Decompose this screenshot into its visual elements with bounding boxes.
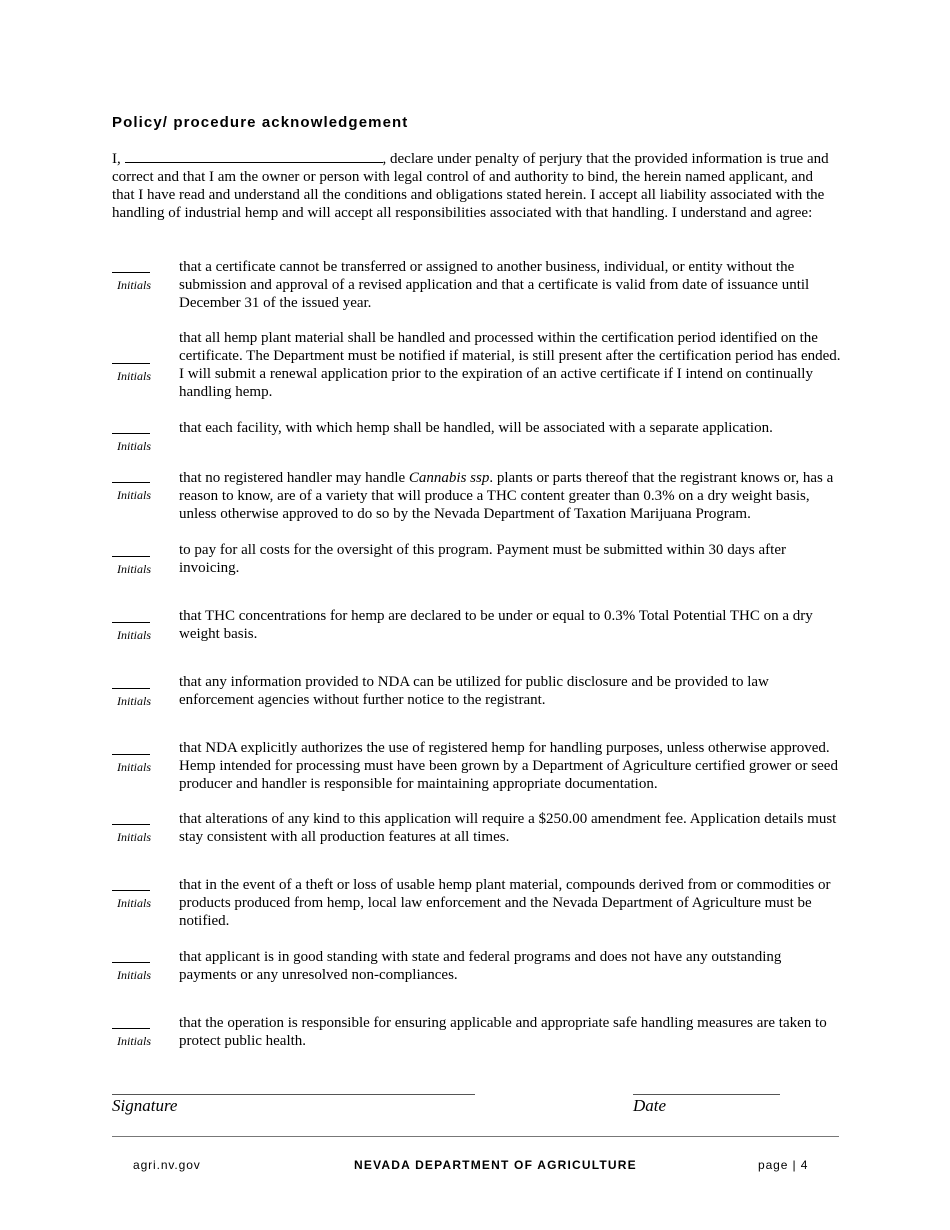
initials-field[interactable] xyxy=(112,824,156,844)
footer-website: agri.nv.gov xyxy=(133,1158,201,1172)
intro-prefix: I, xyxy=(112,151,125,167)
signature-label: Signature xyxy=(112,1096,178,1115)
initials-label: Initials xyxy=(116,694,151,708)
section-heading: Policy/ procedure acknowledgement xyxy=(112,114,409,131)
date-line[interactable] xyxy=(633,1094,780,1095)
initials-blank[interactable] xyxy=(112,363,150,364)
initials-label: Initials xyxy=(116,896,151,910)
item-text: to pay for all costs for the oversight of this program. Payment must be submitted within 30 days after invoicing. xyxy=(179,542,786,576)
initials-blank[interactable] xyxy=(112,1028,150,1029)
initials-blank[interactable] xyxy=(112,272,150,273)
date-label: Date xyxy=(633,1096,667,1115)
initials-field[interactable] xyxy=(112,272,156,292)
initials-field[interactable] xyxy=(112,433,156,453)
item-text: that in the event of a theft or loss of usable hemp plant material, compounds derived from or commodities or products produced from hemp, local law enforcement and the Nevada Department of Agriculture must be notified. xyxy=(179,877,831,929)
initials-blank[interactable] xyxy=(112,482,150,483)
item-text: that alterations of any kind to this application will require a $250.00 amendment fee. Application details must stay consistent with all production features at all times. xyxy=(179,811,837,845)
initials-field[interactable] xyxy=(112,482,156,502)
initials-field[interactable] xyxy=(112,1028,156,1048)
item-text: that any information provided to NDA can be utilized for public disclosure and be provided to law enforcement agencies without further notice to the registrant. xyxy=(179,674,769,708)
signature-line[interactable] xyxy=(112,1094,475,1095)
initials-label: Initials xyxy=(116,1034,151,1048)
item-text: that applicant is in good standing with state and federal programs and does not have any outstanding payments or any unresolved non-compliances. xyxy=(179,949,782,983)
initials-blank[interactable] xyxy=(112,433,150,434)
intro-suffix: , declare under penalty of perjury that the provided information is true and correct and that I am the owner or person with legal control of and authority to bind, the herein named applicant, and that I have read and understand all the conditions and obligations stated herein. I accept all liability associated with the handling of industrial hemp and will accept all responsibilities associated with that handling. I understand and agree: xyxy=(112,151,829,221)
document-page xyxy=(112,0,839,1230)
cannabis-species-term: Cannabis ssp xyxy=(408,470,490,486)
footer-agency-name: NEVADA DEPARTMENT OF AGRICULTURE xyxy=(354,1158,637,1172)
item-text: that NDA explicitly authorizes the use of registered hemp for handling purposes, unless otherwise approved. Hemp intended for processing must have been grown by a Department of Agriculture certified grower or seed producer and handler is responsible for maintaining appropriate documentation. xyxy=(179,740,838,792)
initials-field[interactable] xyxy=(112,556,156,576)
item-text: that THC concentrations for hemp are declared to be under or equal to 0.3% Total Potential THC on a dry weight basis. xyxy=(179,608,813,642)
initials-blank[interactable] xyxy=(112,890,150,891)
initials-blank[interactable] xyxy=(112,688,150,689)
initials-label: Initials xyxy=(116,968,151,982)
initials-field[interactable] xyxy=(112,622,156,642)
initials-field[interactable] xyxy=(112,754,156,774)
initials-label: Initials xyxy=(116,278,151,292)
initials-blank[interactable] xyxy=(112,622,150,623)
item-text-end: . plants or parts thereof that the registrant knows or, has a reason to know, are of a variety that will produce a THC content greater than 0.3% on a dry weight basis, unless otherwise approved to do so by the Nevada Department of Taxation Marijuana Program. xyxy=(179,470,834,522)
initials-blank[interactable] xyxy=(112,824,150,825)
initials-field[interactable] xyxy=(112,688,156,708)
item-text: that the operation is responsible for ensuring applicable and appropriate safe handling measures are taken to protect public health. xyxy=(179,1015,827,1049)
initials-field[interactable] xyxy=(112,890,156,910)
intro-paragraph xyxy=(112,149,839,222)
item-text: that all hemp plant material shall be handled and processed within the certification period identified on the certificate. The Department must be notified if material, is still present after the certification period has ended. I will submit a renewal application prior to the expiration of an active certificate if I intend on continually handling hemp. xyxy=(179,330,841,400)
footer-page-number: page | 4 xyxy=(758,1158,809,1172)
item-text: that a certificate cannot be transferred or assigned to another business, individual, or entity without the submission and approval of a revised application and that a certificate is valid from date of issuance until December 31 of the issued year. xyxy=(179,259,810,311)
name-blank-field[interactable] xyxy=(125,149,383,163)
initials-blank[interactable] xyxy=(112,962,150,963)
item-text-start: that no registered handler may handle xyxy=(179,470,409,486)
initials-label: Initials xyxy=(116,830,151,844)
item-text xyxy=(179,469,841,523)
initials-blank[interactable] xyxy=(112,754,150,755)
initials-label: Initials xyxy=(116,439,151,453)
initials-label: Initials xyxy=(116,562,151,576)
initials-blank[interactable] xyxy=(112,556,150,557)
initials-label: Initials xyxy=(116,488,151,502)
item-text: that each facility, with which hemp shall be handled, will be associated with a separate application. xyxy=(179,420,773,436)
initials-field[interactable] xyxy=(112,962,156,982)
initials-label: Initials xyxy=(116,369,151,383)
initials-label: Initials xyxy=(116,628,151,642)
footer-divider xyxy=(112,1136,839,1137)
initials-label: Initials xyxy=(116,760,151,774)
initials-field[interactable] xyxy=(112,363,156,383)
